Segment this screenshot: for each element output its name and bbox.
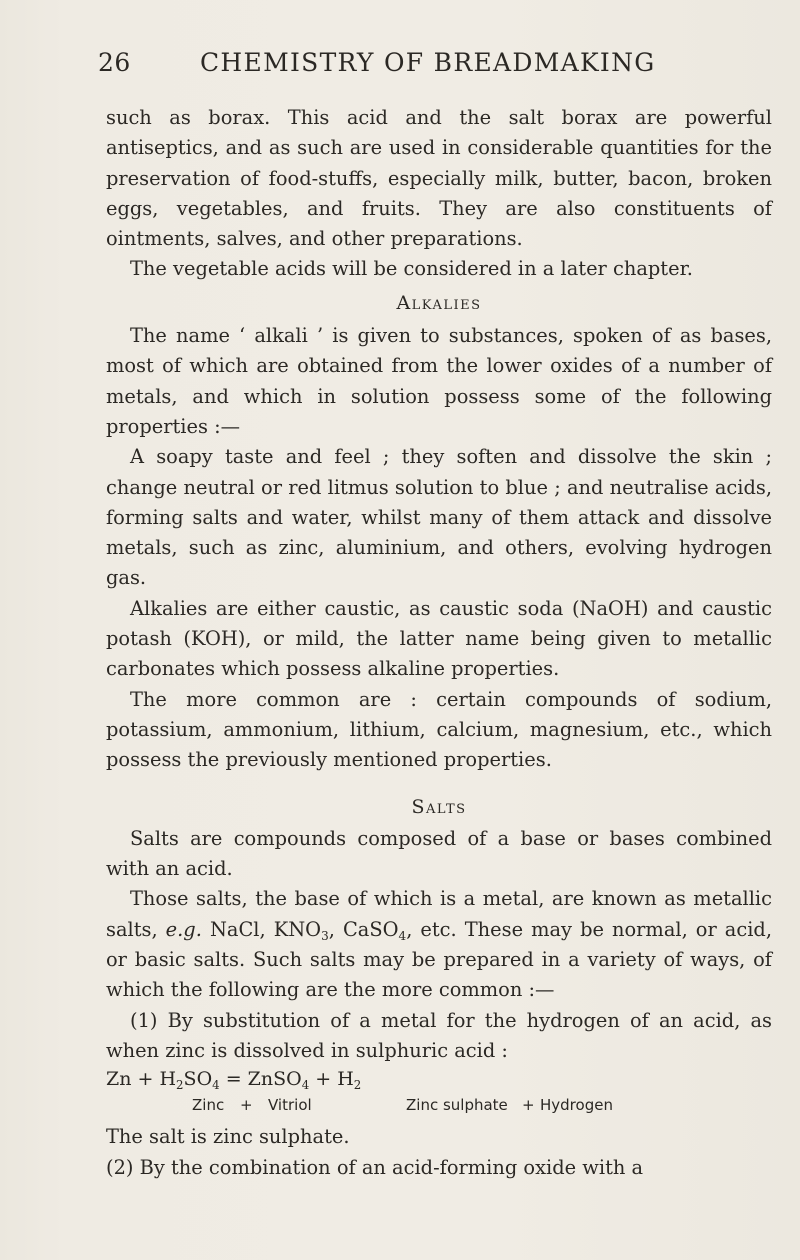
- page-body: [106, 103, 772, 1183]
- page-header: [80, 48, 730, 88]
- formula-zn: Zn: [106, 1068, 132, 1091]
- label-vitriol: Vitriol: [268, 1096, 312, 1115]
- paragraph-substitution: (1) By substitution of a metal for the hydrogen of an acid, as when zinc is dissolved in sulphuric acid :: [106, 1008, 772, 1062]
- running-title: CHEMISTRY OF BREADMAKING: [200, 48, 656, 77]
- plus-sign: +: [137, 1068, 154, 1091]
- equation-labels: [106, 1096, 772, 1118]
- paragraph-alkali-name: The name ‘ alkali ’ is given to substances, spoken of as bases, most of which are obtained from the lower oxides of a number of metals, and which in solution possess some of the following properties :—: [106, 324, 772, 438]
- equals-sign: =: [225, 1068, 242, 1091]
- heading-alkalies: Alkalies: [396, 291, 482, 314]
- chemical-equation: [106, 1068, 772, 1096]
- paragraph-borax: such as borax. This acid and the salt borax are powerful antiseptics, and as such are used in considerable quantities for the preservation of food-stuffs, especially milk, butter, bacon, broken eggs, vegetables, and fruits. They are also constituents of ointments, salves, and other preparations.: [106, 106, 772, 251]
- paragraph-vegetable-acids: The vegetable acids will be considered in a later chapter.: [130, 257, 693, 281]
- label-zinc: Zinc: [192, 1096, 225, 1115]
- plus-sign: +: [315, 1068, 332, 1091]
- label-plus: +: [522, 1096, 535, 1115]
- paragraph-metallic-salts: Those salts, the base of which is a metal, are known as metallic salts, e.g. NaCl, $KNO_3$, CaSO$_4$, etc. These may be normal, or acid, or basic salts. Such salts may be prepared in a variety of ways, of which the following are the more common :—: [106, 887, 772, 1002]
- formula-znso4: ZnSO$_4$: [247, 1068, 310, 1093]
- formula-h2: $H_2$: [337, 1068, 362, 1093]
- paragraph-combination: (2) By the combination of an acid-forming oxide with a: [106, 1155, 644, 1179]
- label-zinc-sulphate: Zinc sulphate: [406, 1096, 508, 1115]
- page-number: 26: [98, 48, 131, 77]
- formula-h2so4: $H_2SO_4$: [159, 1068, 220, 1093]
- label-plus: +: [240, 1096, 253, 1115]
- label-hydrogen: Hydrogen: [540, 1096, 613, 1115]
- paragraph-caustic-mild: Alkalies are either caustic, as caustic soda (NaOH) and caustic potash (KOH), or mild, the latter name being given to metallic carbonates which possess alkaline properties.: [106, 596, 772, 681]
- paragraph-alkali-properties: A soapy taste and feel ; they soften and dissolve the skin ; change neutral or red litmus solution to blue ; and neutralise acids, forming salts and water, whilst many of them attack and dissolve metals, such as zinc, aluminium, and others, evolving hydrogen gas.: [106, 445, 772, 590]
- heading-salts: Salts: [411, 795, 467, 818]
- paragraph-salts-definition: Salts are compounds composed of a base or bases combined with an acid.: [106, 826, 772, 881]
- paragraph-zinc-sulphate: The salt is zinc sulphate.: [106, 1125, 350, 1149]
- paragraph-common-alkalies: The more common are : certain compounds of sodium, potassium, ammonium, lithium, calcium, magnesium, etc., which possess the previously mentioned properties.: [106, 687, 772, 772]
